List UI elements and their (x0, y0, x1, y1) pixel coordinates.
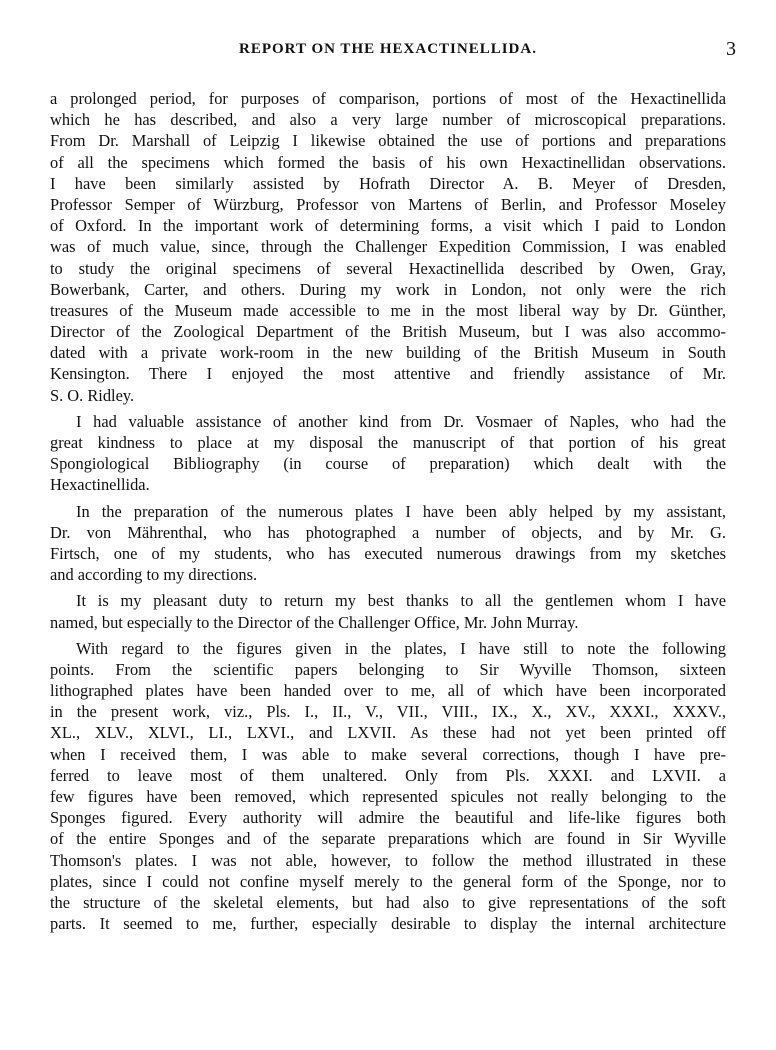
text-line: I had valuable assistance of another kind from Dr. Vosmaer of Naples, who had the (76, 411, 726, 431)
text-line: of the entire Sponges and of the separate preparations which are found in Sir Wyville (50, 829, 726, 849)
text-line: named, but especially to the Director of the Challenger Office, Mr. John Murray. (50, 612, 579, 632)
text-line: points. From the scientific papers belonging to Sir Wyville Thomson, sixteen (50, 659, 726, 679)
text-line: Director of the Zoological Department of the British Museum, but I was also accommo- (50, 322, 726, 342)
text-line: dated with a private work-room in the new building of the British Museum in South (50, 343, 726, 363)
text-line: and according to my directions. (50, 565, 258, 585)
text-line: when I received them, I was able to make several corrections, though I have pre- (50, 744, 726, 764)
text-line: Kensington. There I enjoyed the most attentive and friendly assistance of Mr. (50, 364, 726, 384)
text-line: treasures of the Museum made accessible to me in the most liberal way by Dr. Günther, (50, 300, 726, 320)
text-line: great kindness to place at my disposal the manuscript of that portion of his great (50, 433, 726, 452)
text-line: lithographed plates have been handed over to me, all of which have been incorporated (50, 681, 726, 701)
text-line: the structure of the skeletal elements, but had also to give representations of the soft (50, 892, 726, 912)
page-number: 3 (726, 38, 736, 60)
text-line: With regard to the figures given in the plates, I have still to note the following (76, 638, 726, 658)
text-line: a prolonged period, for purposes of comparison, portions of most of the Hexactinellida (50, 89, 726, 108)
text-line: From Dr. Marshall of Leipzig I likewise obtained the use of portions and preparations (50, 131, 726, 151)
text-line: Professor Semper of Würzburg, Professor von Martens of Berlin, and Professor Moseley (50, 194, 726, 214)
text-line: Hexactinellida. (50, 475, 150, 495)
text-line: Sponges figured. Every authority will admire the beautiful and life-like figures both (50, 808, 726, 828)
text-line: It is my pleasant duty to return my best thanks to all the gentlemen whom I have (76, 591, 726, 611)
running-head (0, 38, 776, 65)
text-line: Spongiological Bibliography (in course of preparation) which dealt with the (50, 454, 726, 474)
running-title: REPORT ON THE HEXACTINELLIDA. (239, 41, 537, 57)
paragraph (50, 638, 726, 935)
paragraph (50, 88, 726, 406)
text-line: to study the original specimens of several Hexactinellida described by Owen, Gray, (50, 258, 726, 278)
paragraph (50, 590, 726, 632)
text-line: Thomson's plates. I was not able, however, to follow the method illustrated in these (50, 850, 726, 870)
text-line: XL., XLV., XLVI., LI., LXVI., and LXVII. As these had not yet been printed off (50, 723, 726, 743)
text-line: ferred to leave most of them unaltered. Only from Pls. XXXI. and LXVII. a (50, 765, 726, 785)
text-line: few figures have been removed, which represented spicules not really belonging to the (50, 787, 726, 806)
paragraph (50, 501, 726, 586)
text-line: of all the specimens which formed the basis of his own Hexactinellidan observations. (50, 152, 726, 172)
text-line: I have been similarly assisted by Hofrath Director A. B. Meyer of Dresden, (50, 173, 726, 193)
text-line: S. O. Ridley. (50, 385, 135, 405)
text-line: plates, since I could not confine myself merely to the general form of the Sponge, nor to (50, 871, 726, 891)
paragraph (50, 411, 726, 496)
text-line: was of much value, since, through the Challenger Expedition Commission, I was enabled (50, 237, 726, 257)
text-line: parts. It seemed to me, further, especially desirable to display the internal architecture (50, 914, 726, 934)
text-line: Bowerbank, Carter, and others. During my work in London, not only were the rich (50, 279, 726, 299)
text-line: in the present work, viz., Pls. I., II., V., VII., VIII., IX., X., XV., XXXI., XXXV., (50, 702, 726, 722)
text-line: of Oxford. In the important work of determining forms, a visit which I paid to London (50, 216, 726, 236)
text-line: In the preparation of the numerous plates I have been ably helped by my assistant, (76, 501, 726, 521)
text-line: which he has described, and also a very large number of microscopical preparations. (50, 110, 726, 130)
body-text (50, 88, 726, 939)
text-line: Firtsch, one of my students, who has executed numerous drawings from my sketches (50, 543, 726, 563)
text-line: Dr. von Mährenthal, who has photographed a number of objects, and by Mr. G. (50, 522, 726, 542)
